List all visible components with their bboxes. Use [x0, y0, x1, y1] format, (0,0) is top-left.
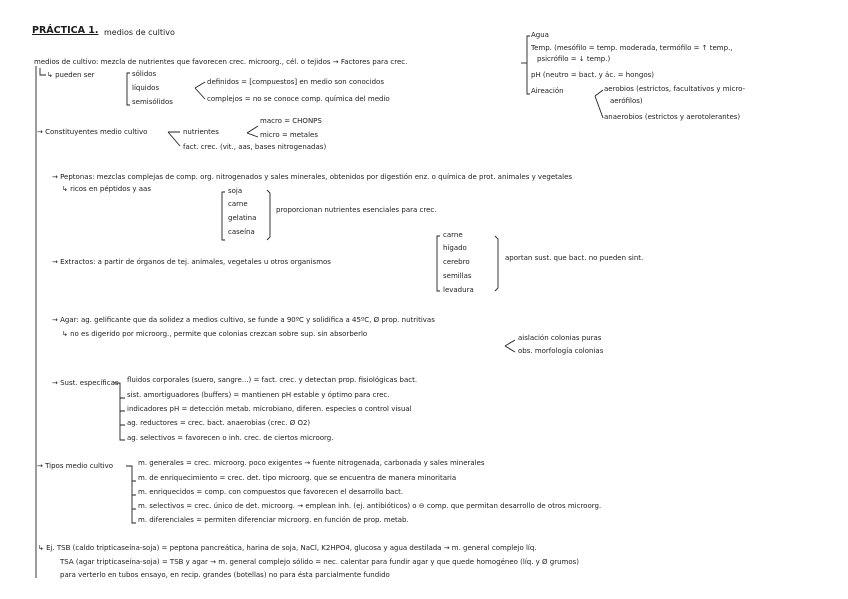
- state-item: semisólidos: [132, 98, 173, 106]
- source-item: gelatina: [228, 214, 257, 222]
- factor-item: anaerobios (estrictos y aerotolerantes): [604, 113, 741, 121]
- nutrientes-label: nutrientes: [183, 128, 219, 136]
- ejemplo-tsb: ↳ Ej. TSB (caldo tripticaseína-soja) = peptona pancreática, harina de soja, NaCl, K2HPO4, glucosa y agua destilada → m. general complejo líq.: [38, 544, 537, 552]
- extract-item: hígado: [443, 244, 467, 252]
- sust-item: ag. reductores = crec. bact. anaerobias (crec. Ø O2): [127, 419, 311, 427]
- agar-sub: ↳ no es digerido por microorg., permite que colonias crezcan sobre sup. sin absorberlo: [62, 330, 368, 338]
- micro-text: micro = metales: [260, 131, 318, 139]
- ejemplo-tsa-cont: para verterlo en tubos ensayo, en recip. grandes (botellas) no para ésta parcialmente fundido: [60, 571, 390, 579]
- extract-item: cerebro: [443, 258, 470, 266]
- tipo-item: m. enriquecidos = comp. con compuestos que favorecen el desarrollo bact.: [138, 488, 404, 496]
- complejos-text: complejos = no se conoce comp. química del medio: [207, 95, 390, 103]
- pueden-ser-label: ↳ pueden ser: [47, 71, 95, 79]
- source-item: caseína: [228, 228, 255, 236]
- sust-item: sist. amortiguadores (buffers) = mantienen pH estable y óptimo para crec.: [127, 391, 390, 399]
- constituyentes-label: → Constituyentes medio cultivo: [37, 128, 148, 136]
- macro-text: macro = CHONPS: [260, 117, 322, 125]
- extractos-text: → Extractos: a partir de órganos de tej. animales, vegetales u otros organismos: [52, 258, 331, 266]
- page-title: PRÁCTICA 1.: [32, 25, 99, 36]
- tipo-item: m. de enriquecimiento = crec. det. tipo microorg. que se encuentra de manera minoritaria: [138, 474, 457, 482]
- page-subtitle: medios de cultivo: [104, 28, 175, 37]
- extract-item: levadura: [443, 286, 474, 294]
- sust-item: fluidos corporales (suero, sangre...) = fact. crec. y detectan prop. fisiológicas bact.: [127, 376, 418, 384]
- fact-text: fact. crec. (vit., aas, bases nitrogenadas): [183, 143, 327, 151]
- sust-item: ag. selectivos = favorecen o inh. crec. de ciertos microorg.: [127, 434, 334, 442]
- definition-line: medios de cultivo: mezcla de nutrientes que favorecen crec. microorg., cél. o tejidos → Factores para crec.: [34, 58, 408, 66]
- state-item: líquidos: [132, 84, 160, 92]
- state-item: sólidos: [132, 70, 157, 78]
- peptonas-sub: ↳ ricos en péptidos y aas: [62, 185, 151, 193]
- peptonas-note: proporcionan nutrientes esenciales para crec.: [276, 206, 437, 214]
- factor-item: Temp. (mesófilo = temp. moderada, termófilo = ↑ temp.,: [531, 44, 733, 52]
- sust-item: indicadores pH = detección metab. microbiano, diferen. especies o control visual: [127, 405, 412, 413]
- tipo-item: m. selectivos = crec. único de det. microorg. → emplean inh. (ej. antibióticos) o ⊖ comp. que permitan desarrollo de otros microorg.: [138, 502, 602, 510]
- extractos-note: aportan sust. que bact. no pueden sint.: [505, 254, 644, 262]
- tipos-label: → Tipos medio cultivo: [37, 462, 114, 470]
- factor-item: aerobios (estrictos, facultativos y micro-: [604, 85, 746, 93]
- agar-item: aislación colonias puras: [518, 334, 602, 342]
- factor-item: aerófilos): [610, 97, 643, 105]
- agar-item: obs. morfología colonias: [518, 347, 604, 355]
- extract-item: semillas: [443, 272, 472, 280]
- source-item: carne: [228, 200, 248, 208]
- peptonas-text: → Peptonas: mezclas complejas de comp. org. nitrogenados y sales minerales, obtenidos por digestión enz. o química de prot. animales y vegetales: [52, 173, 573, 181]
- factor-item: pH (neutro = bact. y ác. = hongos): [531, 71, 654, 79]
- agar-text: → Agar: ag. gelificante que da solidez a medios cultivo, se funde a 90ºC y solidifica a 45ºC, Ø prop. nutritivas: [52, 316, 435, 324]
- factor-item: Aireación: [531, 87, 564, 95]
- extract-item: carne: [443, 231, 463, 239]
- tipo-item: m. generales = crec. microorg. poco exigentes → fuente nitrogenada, carbonada y sales minerales: [138, 459, 485, 467]
- sust-label: → Sust. específicas: [52, 379, 119, 387]
- factor-item: psicrófilo = ↓ temp.): [537, 55, 611, 63]
- ejemplo-tsa: TSA (agar tripticaseína-soja) = TSB y agar → m. general complejo sólido = nec. calentar para fundir agar y que quede homogéneo (líq. y Ø grumos): [60, 558, 580, 566]
- factor-item: Agua: [531, 31, 549, 39]
- source-item: soja: [228, 187, 243, 195]
- tipo-item: m. diferenciales = permiten diferenciar microorg. en función de prop. metab.: [138, 516, 409, 524]
- definidos-text: definidos = [compuestos] en medio son conocidos: [207, 78, 384, 86]
